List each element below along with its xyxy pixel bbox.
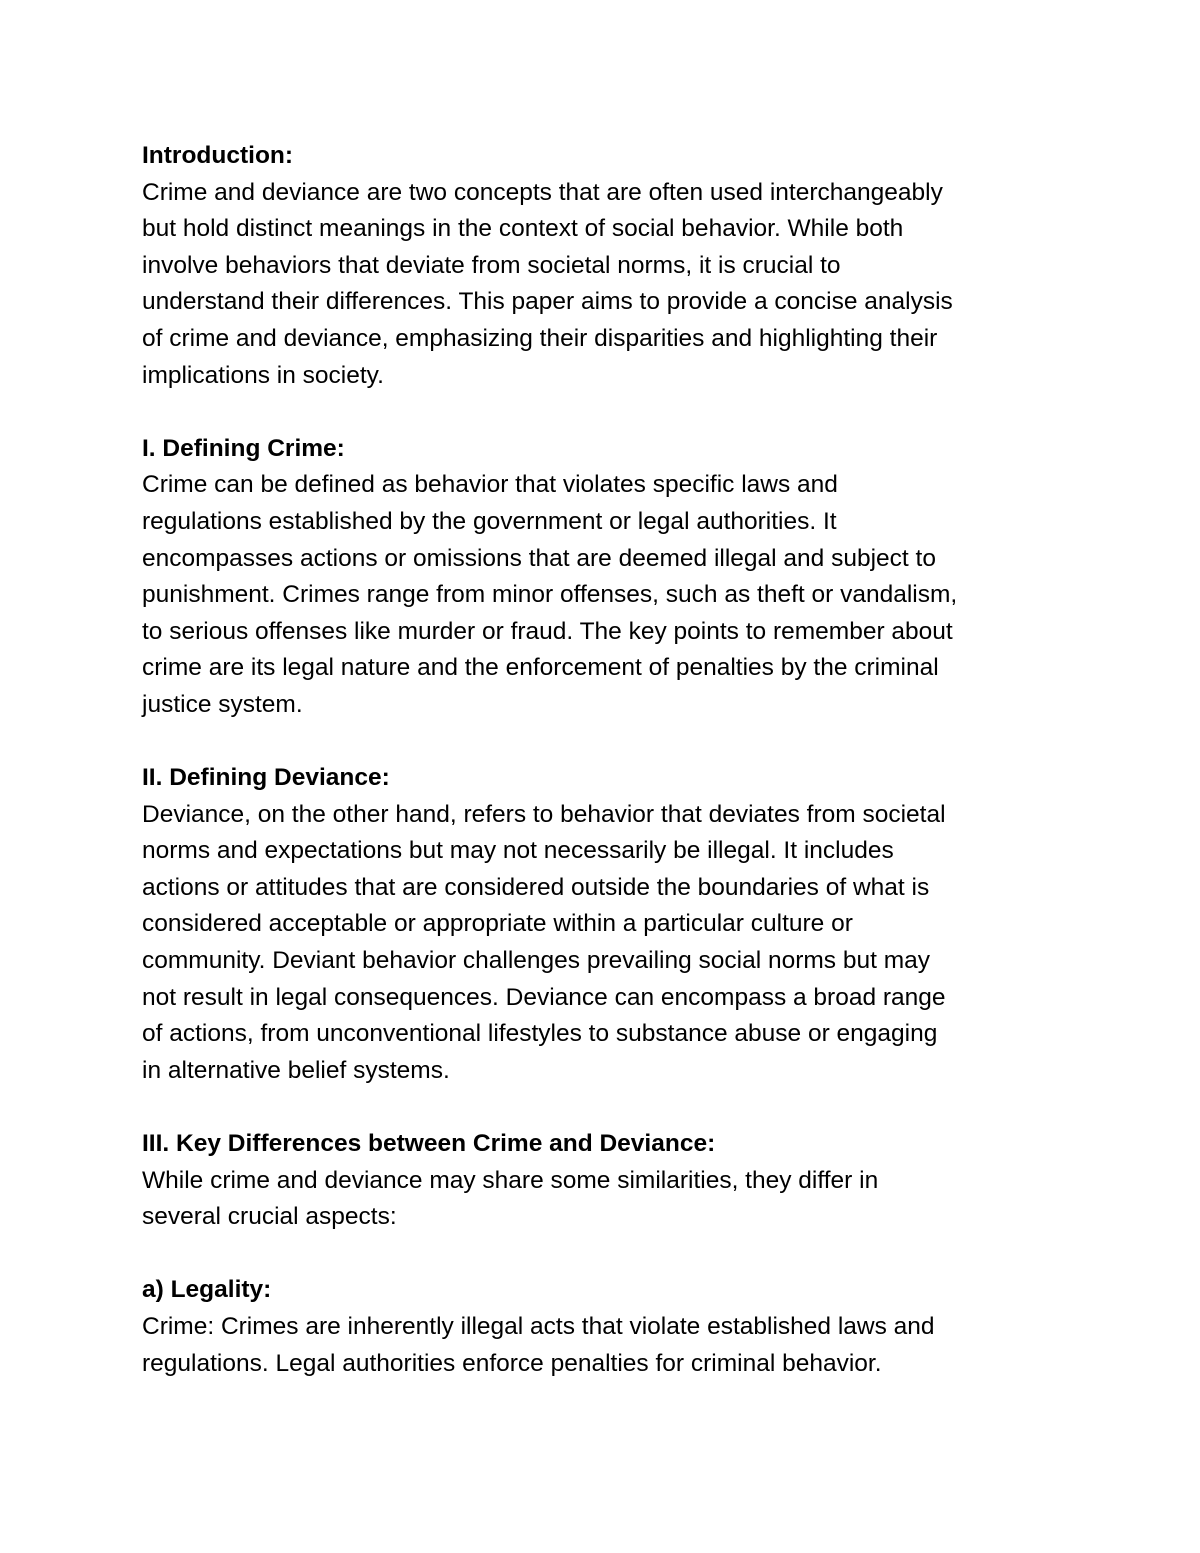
section-heading: III. Key Differences between Crime and Deviance: [142, 1130, 716, 1158]
paragraph-line: considered acceptable or appropriate within a particular culture or [142, 910, 853, 938]
paragraph-line: several crucial aspects: [142, 1203, 397, 1231]
paragraph-line: Deviance, on the other hand, refers to behavior that deviates from societal [142, 800, 946, 828]
paragraph-line: justice system. [142, 690, 303, 718]
paragraph-line: to serious offenses like murder or fraud. The key points to remember about [142, 617, 953, 645]
paragraph-line: actions or attitudes that are considered outside the boundaries of what is [142, 873, 930, 901]
paragraph-line: Crime: Crimes are inherently illegal acts that violate established laws and [142, 1313, 935, 1340]
paragraph-line: not result in legal consequences. Deviance can encompass a broad range [142, 983, 946, 1011]
paragraph-line: of crime and deviance, emphasizing their disparities and highlighting their [142, 324, 938, 352]
section-legality [142, 1272, 1072, 1382]
section-introduction [142, 138, 1072, 394]
paragraph-line: punishment. Crimes range from minor offenses, such as theft or vandalism, [142, 581, 958, 609]
paragraph-line: regulations. Legal authorities enforce penalties for criminal behavior. [142, 1349, 882, 1377]
paragraph-line: involve behaviors that deviate from societal norms, it is crucial to [142, 251, 841, 279]
section-heading: II. Defining Deviance: [142, 764, 390, 792]
paragraph-line: Crime and deviance are two concepts that are often used interchangeably [142, 178, 943, 206]
paragraph-line: but hold distinct meanings in the context of social behavior. While both [142, 215, 904, 243]
section-heading: Introduction: [142, 142, 294, 169]
paragraph-line: encompasses actions or omissions that are deemed illegal and subject to [142, 544, 936, 572]
section-key-differences [142, 1126, 1072, 1236]
paragraph-line: implications in society. [142, 361, 384, 389]
section-heading: a) Legality: [142, 1276, 272, 1304]
paragraph-line: crime are its legal nature and the enforcement of penalties by the criminal [142, 654, 939, 682]
paragraph-line: regulations established by the government or legal authorities. It [142, 507, 837, 535]
paragraph-line: understand their differences. This paper aims to provide a concise analysis [142, 288, 953, 316]
section-defining-crime [142, 431, 1072, 724]
paragraph-line: Crime can be defined as behavior that violates specific laws and [142, 471, 838, 499]
section-heading: I. Defining Crime: [142, 434, 345, 462]
paragraph-line: of actions, from unconventional lifestyles to substance abuse or engaging [142, 1020, 938, 1048]
paragraph-line: in alternative belief systems. [142, 1056, 450, 1084]
paragraph-line: While crime and deviance may share some similarities, they differ in [142, 1166, 879, 1194]
section-defining-deviance [142, 760, 1072, 1089]
document-page [142, 138, 1072, 1419]
paragraph-line: community. Deviant behavior challenges prevailing social norms but may [142, 947, 930, 975]
paragraph-line: norms and expectations but may not necessarily be illegal. It includes [142, 837, 894, 865]
